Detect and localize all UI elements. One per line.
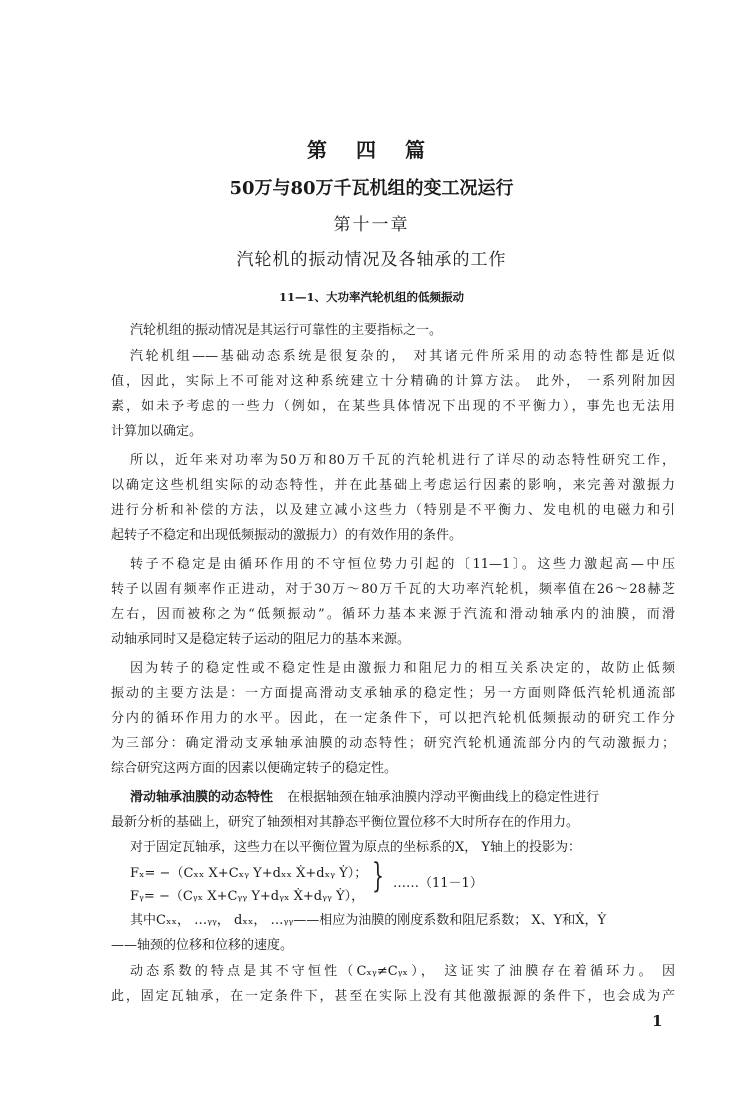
paragraph-line: 此，固定瓦轴承，在一定条件下，甚至在实际上没有其他激振源的条件下，也会成为产 bbox=[111, 989, 675, 1004]
paragraph-line: 因为转子的稳定性或不稳定性是由激振力和阻尼力的相互关系决定的，故防止低频 bbox=[130, 661, 675, 676]
paragraph-line: 动轴承同时又是稳定转子运动的阻尼力的基本来源。 bbox=[111, 632, 411, 647]
paragraph-line: 值，因此，实际上不可能对这种系统建立十分精确的计算方法。 此外， 一系列附加因 bbox=[111, 374, 675, 389]
paragraph-line: 最新分析的基础上，研究了轴颈相对其静态平衡位置位移不大时所存在的作用力。 bbox=[111, 815, 580, 830]
equation-line-fx: Fₓ= −（Cₓₓ X+Cₓᵧ Y+dₓₓ Ẋ+dₓᵧ Ẏ）； bbox=[130, 866, 368, 881]
paragraph-line: 分内的循环作用力的水平。因此，在一定条件下，可以把汽轮机低频振动的研究工作分 bbox=[111, 711, 675, 726]
paragraph-line: 所以，近年来对功率为50万和80万千瓦的汽轮机进行了详尽的动态特性研究工作， bbox=[130, 453, 675, 468]
paragraph-line: 汽轮机组——基础动态系统是很复杂的， 对其诸元件所采用的动态特性都是近似 bbox=[130, 349, 675, 364]
paragraph-line: 汽轮机组的振动情况是其运行可靠性的主要指标之一。 bbox=[130, 323, 443, 338]
paragraph-line: 转子以固有频率作正进动，对于30万～80万千瓦的大功率汽轮机，频率值在26～28赫芝 bbox=[111, 582, 675, 597]
paragraph-line: 起转子不稳定和出现低频振动的激振力）的有效作用的条件。 bbox=[111, 528, 463, 543]
equation-line-fy: Fᵧ= −（Cᵧₓ X+Cᵧᵧ Y+dᵧₓ Ẋ+dᵧᵧ Ẏ）， bbox=[130, 889, 365, 904]
paragraph-line: 为三部分：确定滑动支承轴承油膜的动态特性；研究汽轮机通流部分内的气动激振力； bbox=[111, 736, 675, 751]
paragraph-text: 在根据轴颈在轴承油膜内浮动平衡曲线上的稳定性进行 bbox=[287, 790, 600, 805]
equation-brace: } bbox=[372, 856, 384, 896]
part-title: 第 四 篇 bbox=[307, 138, 436, 162]
inline-heading: 滑动轴承油膜的动态特性 bbox=[130, 790, 274, 805]
equation-number: ……（11－1） bbox=[393, 876, 483, 891]
paragraph-line: 动态系数的特点是其不守恒性（Cₓᵧ≠Cᵧₓ）， 这证实了油膜存在着循环力。 因 bbox=[130, 964, 675, 979]
paragraph-line: 综合研究这两方面的因素以便确定转子的稳定性。 bbox=[111, 761, 398, 776]
paragraph-line: 其中Cₓₓ， …ᵧᵧ， dₓₓ， …ᵧᵧ——相应为油膜的刚度系数和阻尼系数； X、Y和Ẋ，Ẏ bbox=[130, 913, 607, 928]
paragraph-line: 左右，因而被称之为“低频振动”。循环力基本来源于汽流和滑动轴承内的油膜，而滑 bbox=[111, 607, 675, 622]
paragraph-line: 转子不稳定是由循环作用的不守恒位势力引起的〔11—1〕。这些力激起高—中压 bbox=[130, 557, 675, 572]
paragraph-line: 以确定这些机组实际的动态特性，并在此基础上考虑运行因素的影响，来完善对激振力 bbox=[111, 478, 675, 493]
paragraph-line: 进行分析和补偿的方法，以及建立减小这些力（特别是不平衡力、发电机的电磁力和引 bbox=[111, 503, 675, 518]
paragraph-line: ——轴颈的位移和位移的速度。 bbox=[111, 938, 294, 953]
paragraph-line: 素，如未予考虑的一些力（例如，在某些具体情况下出现的不平衡力），事先也无法用 bbox=[111, 399, 675, 414]
section-heading: 11—1、大功率汽轮机组的低频振动 bbox=[278, 290, 464, 304]
book-title: 50万与80万千瓦机组的变工况运行 bbox=[229, 178, 514, 199]
page-number: 1 bbox=[652, 1012, 663, 1030]
chapter-subtitle: 汽轮机的振动情况及各轴承的工作 bbox=[236, 250, 507, 270]
paragraph-line bbox=[130, 786, 675, 805]
paragraph-line: 对于固定瓦轴承，这些力在以平衡位置为原点的坐标系的X， Y轴上的投影为： bbox=[130, 840, 581, 855]
chapter-title: 第十一章 bbox=[333, 215, 410, 235]
paragraph-line: 振动的主要方法是：一方面提高滑动支承轴承的稳定性；另一方面则降低汽轮机通流部 bbox=[111, 686, 675, 701]
paragraph-line: 计算加以确定。 bbox=[111, 424, 203, 439]
